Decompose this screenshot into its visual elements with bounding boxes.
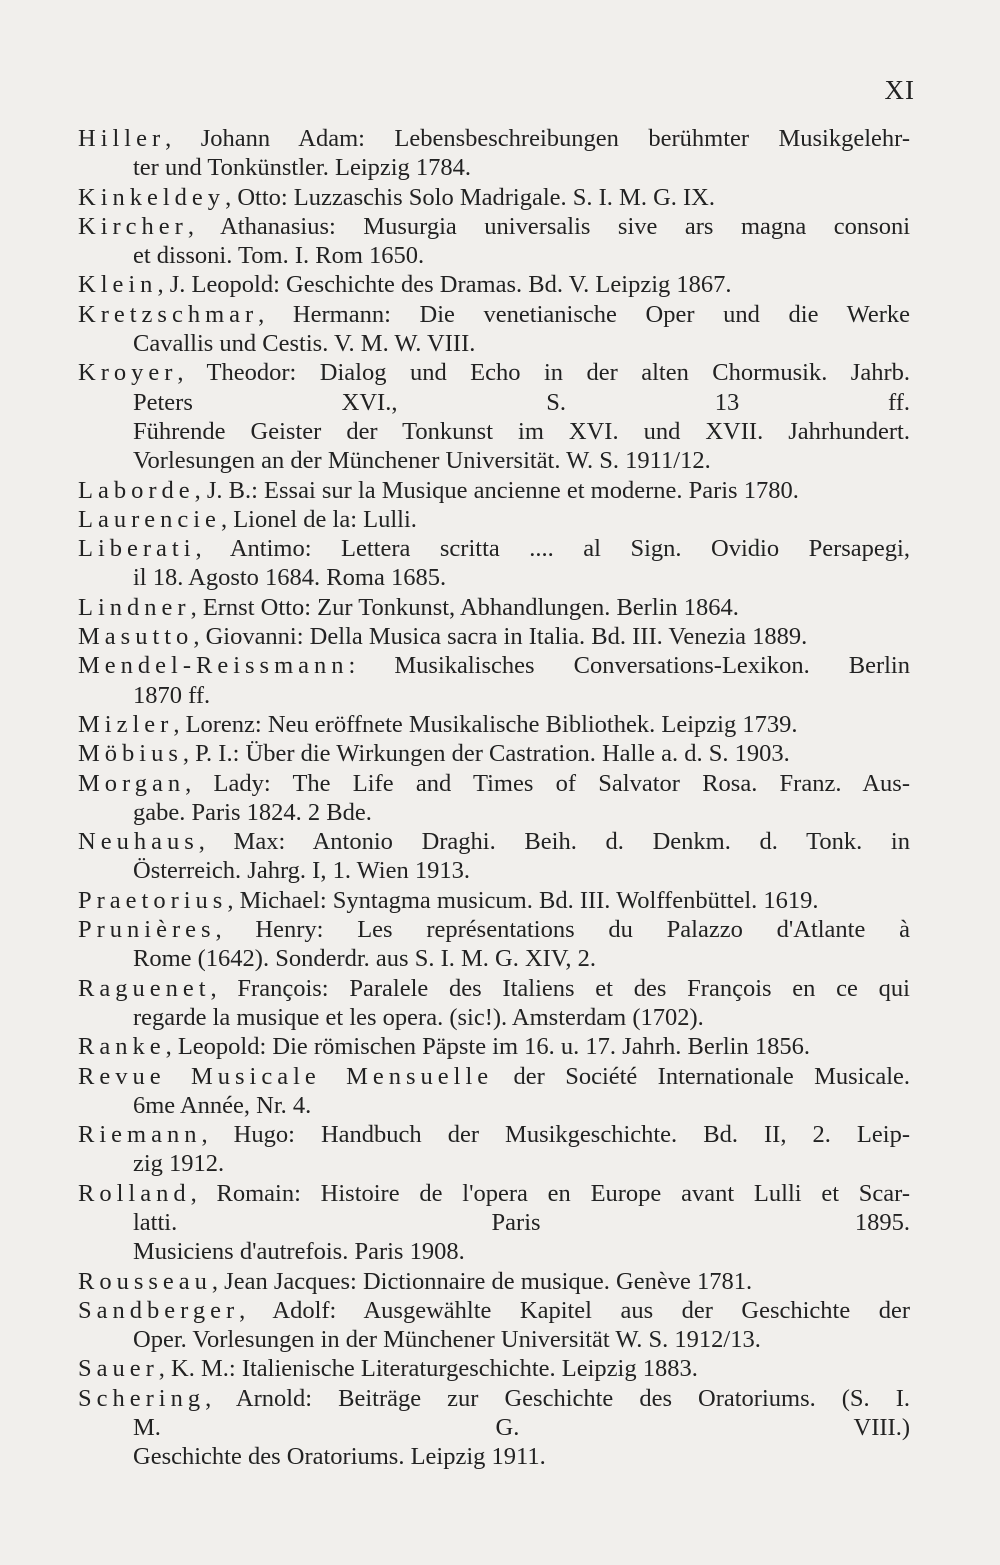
entry-line [78, 593, 910, 622]
entry-line [78, 1384, 910, 1413]
page-number: XI [884, 75, 915, 105]
author-name: Sauer [78, 1355, 159, 1383]
bibliography-entry [78, 769, 910, 828]
entry-line [78, 1442, 910, 1471]
entry-text: , Lorenz: Neu eröffnete Musikalische Bibliothek. Leipzig 1739. [173, 710, 798, 738]
entry-line [78, 1325, 910, 1354]
entry-line [78, 798, 910, 827]
bibliography-entry [78, 1032, 910, 1061]
entry-text: Österreich. Jahrg. I, 1. Wien 1913. [133, 857, 470, 885]
entry-text: latti. Paris 1895. [133, 1208, 910, 1236]
entry-line [78, 1354, 910, 1383]
entry-line [78, 1179, 910, 1208]
entry-line [78, 1267, 910, 1296]
bibliography-entry [78, 1267, 910, 1296]
entry-line [78, 1237, 910, 1266]
entry-text: Musiciens d'autrefois. Paris 1908. [133, 1238, 465, 1266]
bibliography-entry [78, 1384, 910, 1472]
bibliography-entry [78, 1120, 910, 1179]
bibliography-entry [78, 739, 910, 768]
entry-text: , Lionel de la: Lulli. [220, 505, 417, 533]
entry-line [78, 153, 910, 182]
entry-text: gabe. Paris 1824. 2 Bde. [133, 798, 372, 826]
entry-text: , Giovanni: Della Musica sacra in Italia. Bd. III. Venezia 1889. [193, 623, 808, 651]
entry-text: 1870 ff. [133, 681, 211, 709]
author-name: Liberati [78, 535, 196, 563]
author-name: Laurencie [78, 505, 221, 533]
entry-line [78, 183, 910, 212]
entry-line [78, 622, 910, 651]
entry-line [78, 1003, 910, 1032]
author-name: Möbius [78, 740, 183, 768]
entry-text: Rome (1642). Sonderdr. aus S. I. M. G. XIV, 2. [133, 945, 596, 973]
entry-text: , Jean Jacques: Dictionnaire de musique. Genève 1781. [211, 1267, 753, 1295]
author-name: Mendel-Reissmann [78, 652, 349, 680]
entry-line [78, 534, 910, 563]
bibliography-entry [78, 1354, 910, 1383]
bibliography-list [78, 124, 910, 1472]
entry-line [78, 241, 910, 270]
author-name: Rousseau [78, 1267, 212, 1295]
entry-line [78, 1091, 910, 1120]
entry-text: , Adolf: Ausgewählte Kapitel aus der Geschichte der [239, 1296, 910, 1324]
entry-text: il 18. Agosto 1684. Roma 1685. [133, 564, 447, 592]
bibliography-entry [78, 183, 910, 212]
author-name: Hiller [78, 125, 166, 152]
author-name: Kretzschmar [78, 300, 259, 328]
entry-text: Führende Geister der Tonkunst im XVI. und XVII. Jahrhundert. [133, 417, 910, 445]
entry-text: , Leopold: Die römischen Päpste im 16. u. 17. Jahrh. Berlin 1856. [165, 1033, 810, 1061]
entry-text: 6me Année, Nr. 4. [133, 1091, 312, 1119]
entry-line [78, 124, 910, 153]
bibliography-entry [78, 651, 910, 710]
bibliography-entry [78, 124, 910, 183]
entry-text: der Société Internationale Musicale. [493, 1062, 911, 1090]
entry-text: , Otto: Luzzaschis Solo Madrigale. S. I. M. G. IX. [225, 183, 715, 211]
bibliography-entry [78, 974, 910, 1033]
entry-text: Cavallis und Cestis. V. M. W. VIII. [133, 330, 476, 358]
author-name: Kircher [78, 212, 188, 240]
entry-line [78, 329, 910, 358]
entry-text: , Michael: Syntagma musicum. Bd. III. Wolffenbüttel. 1619. [227, 886, 819, 914]
entry-text: Geschichte des Oratoriums. Leipzig 1911. [133, 1443, 546, 1471]
entry-line [78, 915, 910, 944]
author-name: Kinkeldey [78, 183, 226, 211]
entry-line [78, 300, 910, 329]
entry-line [78, 1062, 910, 1091]
entry-line [78, 944, 910, 973]
entry-text: Oper. Vorlesungen in der Münchener Universität W. S. 1912/13. [133, 1326, 761, 1354]
entry-line [78, 1032, 910, 1061]
bibliography-entry [78, 915, 910, 974]
entry-text: , Arnold: Beiträge zur Geschichte des Oratoriums. (S. I. [205, 1384, 910, 1412]
entry-line [78, 270, 910, 299]
entry-text: , J. Leopold: Geschichte des Dramas. Bd. V. Leipzig 1867. [157, 271, 732, 299]
entry-text: , Johann Adam: Lebensbeschreibungen berühmter Musikgelehr- [165, 125, 910, 152]
entry-text: Peters XVI., S. 13 ff. [133, 388, 910, 416]
entry-line [78, 563, 910, 592]
bibliography-entry [78, 476, 910, 505]
bibliography-entry [78, 300, 910, 359]
entry-line [78, 358, 910, 387]
entry-text: M. G. VIII.) [133, 1414, 910, 1442]
author-name: Masutto [78, 623, 194, 651]
bibliography-entry [78, 534, 910, 593]
author-name: Kroyer [78, 359, 178, 387]
entry-line [78, 1413, 910, 1442]
author-name: Prunières [78, 916, 216, 944]
entry-text: zig 1912. [133, 1150, 225, 1178]
entry-line [78, 886, 910, 915]
entry-line [78, 1296, 910, 1325]
entry-text: , Henry: Les représentations du Palazzo d'Atlante à [215, 916, 910, 944]
bibliography-entry [78, 1179, 910, 1267]
bibliography-entry [78, 270, 910, 299]
entry-text: Vorlesungen an der Münchener Universität. W. S. 1911/12. [133, 447, 711, 475]
entry-text: , Max: Antonio Draghi. Beih. d. Denkm. d. Tonk. in [198, 828, 910, 856]
author-name: Rolland [78, 1179, 191, 1207]
bibliography-entry [78, 886, 910, 915]
entry-line [78, 769, 910, 798]
bibliography-entry [78, 212, 910, 271]
entry-line [78, 505, 910, 534]
entry-text: , Ernst Otto: Zur Tonkunst, Abhandlungen. Berlin 1864. [190, 593, 739, 621]
entry-line [78, 710, 910, 739]
entry-line [78, 974, 910, 1003]
entry-text: regarde la musique et les opera. (sic!). Amsterdam (1702). [133, 1003, 704, 1031]
entry-line [78, 1208, 910, 1237]
author-name: Sandberger [78, 1296, 240, 1324]
entry-text: et dissoni. Tom. I. Rom 1650. [133, 242, 425, 270]
entry-line [78, 1149, 910, 1178]
author-name: Morgan [78, 769, 186, 797]
entry-text: , Hermann: Die venetianische Oper und die Werke [258, 300, 910, 328]
entry-text: , Antimo: Lettera scritta .... al Sign. Ovidio Persapegi, [195, 535, 910, 563]
entry-text: , Romain: Histoire de l'opera en Europe avant Lulli et Scar- [190, 1179, 910, 1207]
entry-text: , Hugo: Handbuch der Musikgeschichte. Bd. II, 2. Leip- [201, 1121, 910, 1149]
bibliography-entry [78, 1296, 910, 1355]
entry-text: , Athanasius: Musurgia universalis sive ars magna consoni [187, 212, 910, 240]
entry-line [78, 827, 910, 856]
bibliography-entry [78, 1062, 910, 1121]
bibliography-entry [78, 358, 910, 475]
author-name: Lindner [78, 593, 191, 621]
bibliography-entry [78, 622, 910, 651]
bibliography-entry [78, 505, 910, 534]
entry-text: , J. B.: Essai sur la Musique ancienne et moderne. Paris 1780. [194, 476, 799, 504]
entry-text: , K. M.: Italienische Literaturgeschichte. Leipzig 1883. [158, 1355, 698, 1383]
entry-line [78, 476, 910, 505]
entry-line [78, 856, 910, 885]
author-name: Revue Musicale Mensuelle [78, 1062, 494, 1090]
entry-line [78, 739, 910, 768]
entry-line [78, 681, 910, 710]
author-name: Neuhaus [78, 828, 199, 856]
author-name: Klein [78, 271, 158, 299]
entry-text: ter und Tonkünstler. Leipzig 1784. [133, 154, 472, 182]
entry-text: , François: Paralele des Italiens et des François en ce qui [210, 974, 910, 1002]
entry-line [78, 1120, 910, 1149]
bibliography-entry [78, 593, 910, 622]
entry-line [78, 417, 910, 446]
author-name: Schering [78, 1384, 206, 1412]
author-name: Raguenet [78, 974, 211, 1002]
author-name: Praetorius [78, 886, 228, 914]
entry-text: , Theodor: Dialog und Echo in der alten Chormusik. Jahrb. [177, 359, 910, 387]
bibliography-entry [78, 710, 910, 739]
entry-text: : Musikalisches Conversations-Lexikon. Berlin [348, 652, 910, 680]
entry-text: , Lady: The Life and Times of Salvator Rosa. Franz. Aus- [185, 769, 910, 797]
author-name: Mizler [78, 710, 174, 738]
entry-line [78, 446, 910, 475]
author-name: Riemann [78, 1121, 202, 1149]
author-name: Laborde [78, 476, 195, 504]
bibliography-entry [78, 827, 910, 886]
entry-line [78, 212, 910, 241]
entry-line [78, 651, 910, 680]
entry-line [78, 388, 910, 417]
entry-text: , P. I.: Über die Wirkungen der Castration. Halle a. d. S. 1903. [182, 740, 790, 768]
author-name: Ranke [78, 1033, 166, 1061]
